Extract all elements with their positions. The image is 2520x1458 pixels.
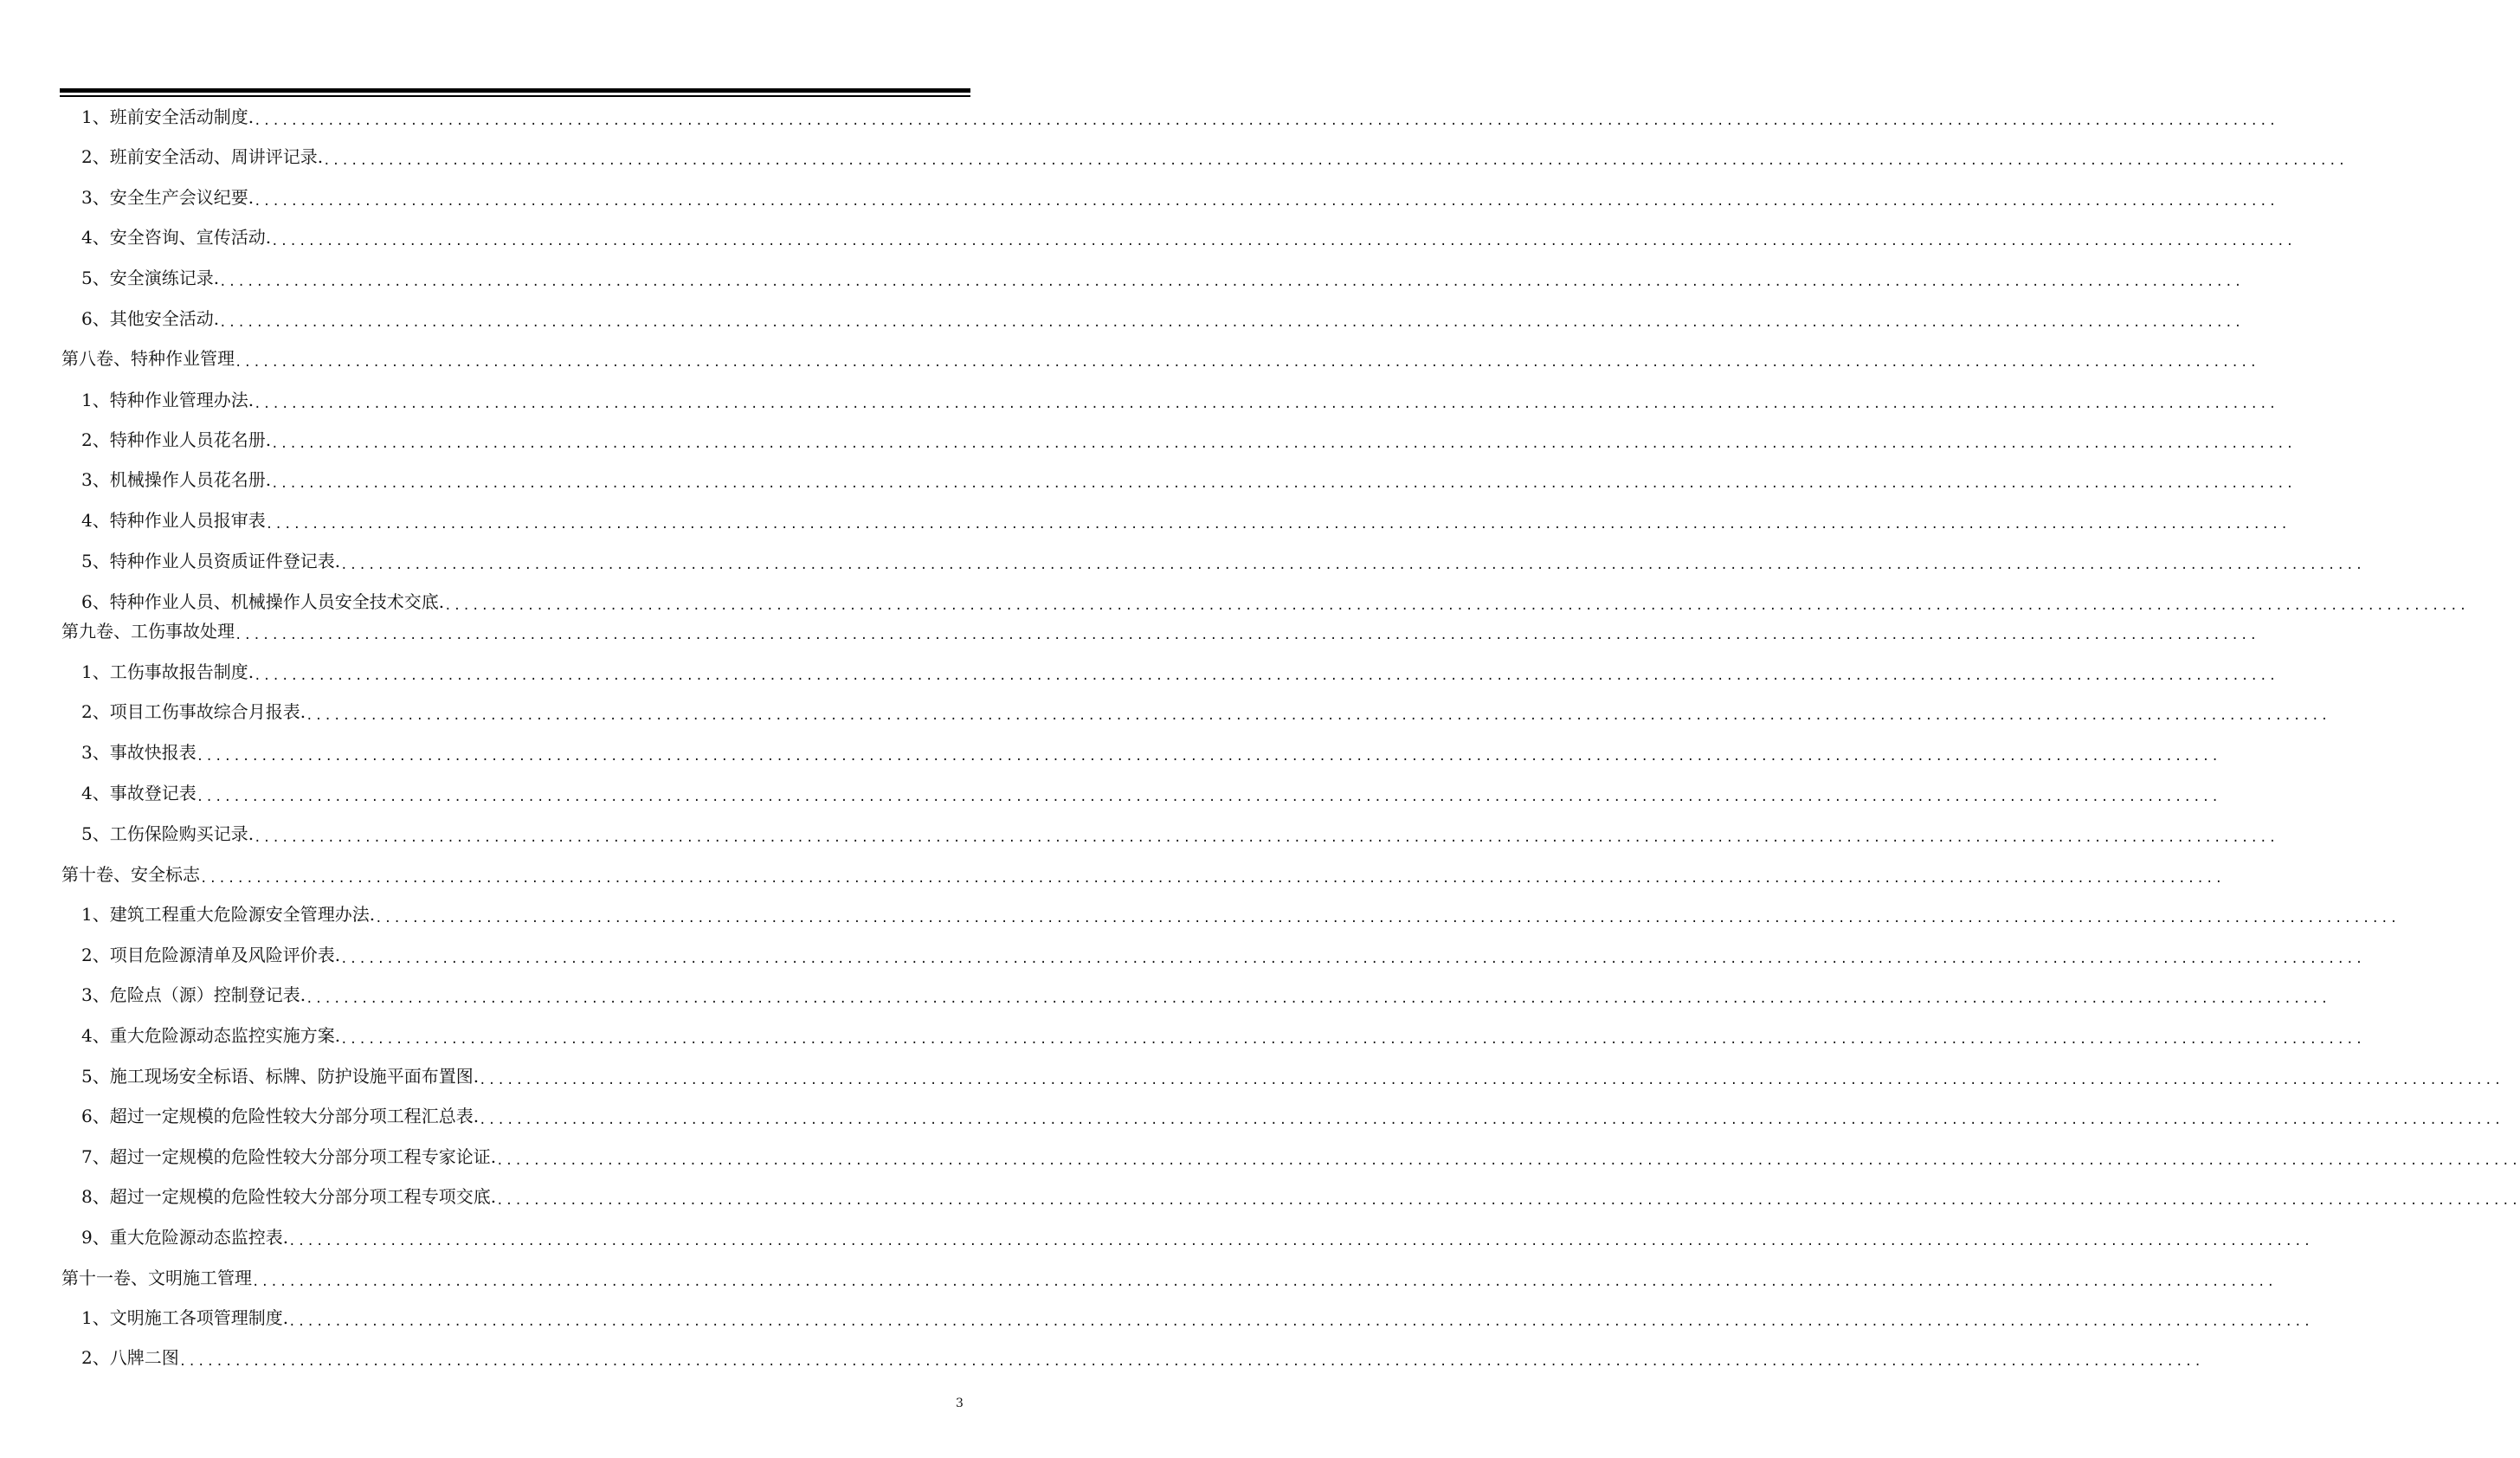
toc-item-entry[interactable] <box>81 739 2221 764</box>
toc-item-entry[interactable] <box>81 103 2278 129</box>
toc-leader-dots: ............................................................................................................................................................................................................................ <box>306 992 2330 1006</box>
toc-item-entry[interactable] <box>81 466 2296 492</box>
toc-entry-label: 3、机械操作人员花名册. <box>81 469 272 490</box>
toc-leader-dots: ............................................................................................................................................................................................................................ <box>178 1355 2204 1369</box>
toc-leader-dots: ............................................................................................................................................................................................................................ <box>288 1235 2313 1248</box>
toc-leader-dots: ............................................................................................................................................................................................................................ <box>265 518 2291 532</box>
toc-item-entry[interactable] <box>81 1022 2365 1048</box>
toc-item-entry[interactable] <box>81 1183 2520 1209</box>
toc-leader-dots: ............................................................................................................................................................................................................................ <box>496 1194 2520 1208</box>
toc-leader-dots: ............................................................................................................................................................................................................................ <box>235 629 2259 642</box>
toc-item-entry[interactable] <box>81 223 2296 249</box>
toc-leader-dots: ............................................................................................................................................................................................................................ <box>271 235 2296 248</box>
toc-entry-label: 2、班前安全活动、周讲评记录. <box>81 146 324 167</box>
toc-item-entry[interactable] <box>81 1143 2520 1169</box>
toc-leader-dots: ............................................................................................................................................................................................................................ <box>196 750 2221 764</box>
toc-entry-label: 7、超过一定规模的危险性较大分部分项工程专家论证. <box>81 1146 497 1167</box>
toc-leader-dots: ............................................................................................................................................................................................................................ <box>496 1154 2520 1168</box>
toc-leader-dots: ............................................................................................................................................................................................................................ <box>340 952 2365 966</box>
page-number: 3 <box>956 1397 964 1410</box>
toc-leader-dots: ............................................................................................................................................................................................................................ <box>340 1033 2365 1047</box>
toc-leader-dots: ............................................................................................................................................................................................................................ <box>219 275 2244 289</box>
toc-item-entry[interactable] <box>81 900 2400 926</box>
toc-entry-label: 第十一卷、文明施工管理 <box>61 1268 252 1288</box>
toc-item-entry[interactable] <box>81 820 2278 846</box>
toc-item-entry[interactable] <box>81 1102 2504 1128</box>
toc-leader-dots: ............................................................................................................................................................................................................................ <box>196 790 2221 804</box>
toc-leader-dots: ............................................................................................................................................................................................................................ <box>271 437 2296 451</box>
toc-entry-label: 1、特种作业管理办法. <box>81 390 255 410</box>
toc-item-entry[interactable] <box>81 1304 2313 1330</box>
toc-leader-dots: ............................................................................................................................................................................................................................ <box>444 599 2469 613</box>
toc-leader-dots: ............................................................................................................................................................................................................................ <box>254 195 2278 209</box>
toc-leader-dots: ............................................................................................................................................................................................................................ <box>323 154 2348 168</box>
toc-entry-label: 第九卷、工伤事故处理 <box>61 621 235 642</box>
toc-entry-label: 1、文明施工各项管理制度. <box>81 1307 289 1328</box>
toc-volume-entry[interactable] <box>61 861 2225 887</box>
toc-leader-dots: ............................................................................................................................................................................................................................ <box>235 356 2259 370</box>
toc-leader-dots: ............................................................................................................................................................................................................................ <box>479 1074 2504 1087</box>
toc-leader-dots: ............................................................................................................................................................................................................................ <box>340 558 2365 572</box>
toc-entry-label: 第八卷、特种作业管理 <box>61 348 235 369</box>
toc-leader-dots: ............................................................................................................................................................................................................................ <box>288 1315 2313 1329</box>
toc-entry-label: 2、八牌二图 <box>81 1347 179 1368</box>
toc-item-entry[interactable] <box>81 658 2278 684</box>
toc-entry-label: 第十卷、安全标志 <box>61 864 200 885</box>
toc-entry-label: 1、班前安全活动制度. <box>81 106 255 127</box>
toc-entry-label: 5、工伤保险购买记录. <box>81 823 255 844</box>
toc-entry-label: 4、特种作业人员报审表 <box>81 510 266 531</box>
toc-entry-label: 9、重大危险源动态监控表. <box>81 1227 289 1248</box>
toc-entry-label: 3、安全生产会议纪要. <box>81 187 255 208</box>
toc-leader-dots: ............................................................................................................................................................................................................................ <box>479 1113 2504 1127</box>
toc-item-entry[interactable] <box>81 184 2278 210</box>
toc-leader-dots: ............................................................................................................................................................................................................................ <box>254 114 2278 128</box>
toc-entry-label: 4、重大危险源动态监控实施方案. <box>81 1025 341 1046</box>
toc-item-entry[interactable] <box>81 1223 2313 1249</box>
toc-leader-dots: ............................................................................................................................................................................................................................ <box>271 477 2296 491</box>
toc-item-entry[interactable] <box>81 426 2296 452</box>
toc-item-entry[interactable] <box>81 386 2278 412</box>
toc-item-entry[interactable] <box>81 588 2469 614</box>
toc-entry-label: 5、安全演练记录. <box>81 268 220 288</box>
toc-entry-label: 4、事故登记表 <box>81 783 197 803</box>
toc-volume-entry[interactable] <box>61 617 2259 643</box>
toc-entry-label: 3、事故快报表 <box>81 742 197 763</box>
toc-leader-dots: ............................................................................................................................................................................................................................ <box>254 831 2278 845</box>
toc-item-entry[interactable] <box>81 1344 2204 1370</box>
toc-leader-dots: ............................................................................................................................................................................................................................ <box>306 709 2330 723</box>
toc-entry-label: 2、特种作业人员花名册. <box>81 429 272 450</box>
toc-item-entry[interactable] <box>81 698 2330 724</box>
toc-item-entry[interactable] <box>81 981 2330 1007</box>
toc-item-entry[interactable] <box>81 305 2244 331</box>
toc-leader-dots: ............................................................................................................................................................................................................................ <box>219 316 2244 330</box>
toc-entry-label: 5、特种作业人员资质证件登记表. <box>81 551 341 571</box>
toc-item-entry[interactable] <box>81 779 2221 805</box>
toc-entry-label: 6、其他安全活动. <box>81 308 220 329</box>
toc-entry-label: 3、危险点（源）控制登记表. <box>81 984 306 1005</box>
toc-entry-label: 4、安全咨询、宣传活动. <box>81 227 272 248</box>
toc-entry-label: 5、施工现场安全标语、标牌、防护设施平面布置图. <box>81 1066 480 1087</box>
toc-entry-label: 1、建筑工程重大危险源安全管理办法. <box>81 904 376 925</box>
toc-volume-entry[interactable] <box>61 345 2259 371</box>
toc-entry-label: 2、项目危险源清单及风险评价表. <box>81 945 341 965</box>
toc-entry-label: 6、特种作业人员、机械操作人员安全技术交底. <box>81 591 445 612</box>
toc-volume-entry[interactable] <box>61 1264 2277 1290</box>
toc-item-entry[interactable] <box>81 506 2291 532</box>
toc-entry-label: 2、项目工伤事故综合月报表. <box>81 701 306 722</box>
toc-leader-dots: ............................................................................................................................................................................................................................ <box>375 912 2400 926</box>
toc-item-entry[interactable] <box>81 547 2365 573</box>
toc-entry-label: 8、超过一定规模的危险性较大分部分项工程专项交底. <box>81 1186 497 1207</box>
toc-leader-dots: ............................................................................................................................................................................................................................ <box>254 669 2278 683</box>
toc-leader-dots: ............................................................................................................................................................................................................................ <box>254 397 2278 411</box>
toc-item-entry[interactable] <box>81 1062 2504 1088</box>
toc-entry-label: 6、超过一定规模的危险性较大分部分项工程汇总表. <box>81 1106 480 1126</box>
toc-item-entry[interactable] <box>81 143 2348 169</box>
toc-leader-dots: ............................................................................................................................................................................................................................ <box>200 872 2225 886</box>
toc-leader-dots: ............................................................................................................................................................................................................................ <box>252 1275 2277 1289</box>
toc-entry-label: 1、工伤事故报告制度. <box>81 661 255 682</box>
toc-item-entry[interactable] <box>81 264 2244 290</box>
toc-item-entry[interactable] <box>81 941 2365 967</box>
